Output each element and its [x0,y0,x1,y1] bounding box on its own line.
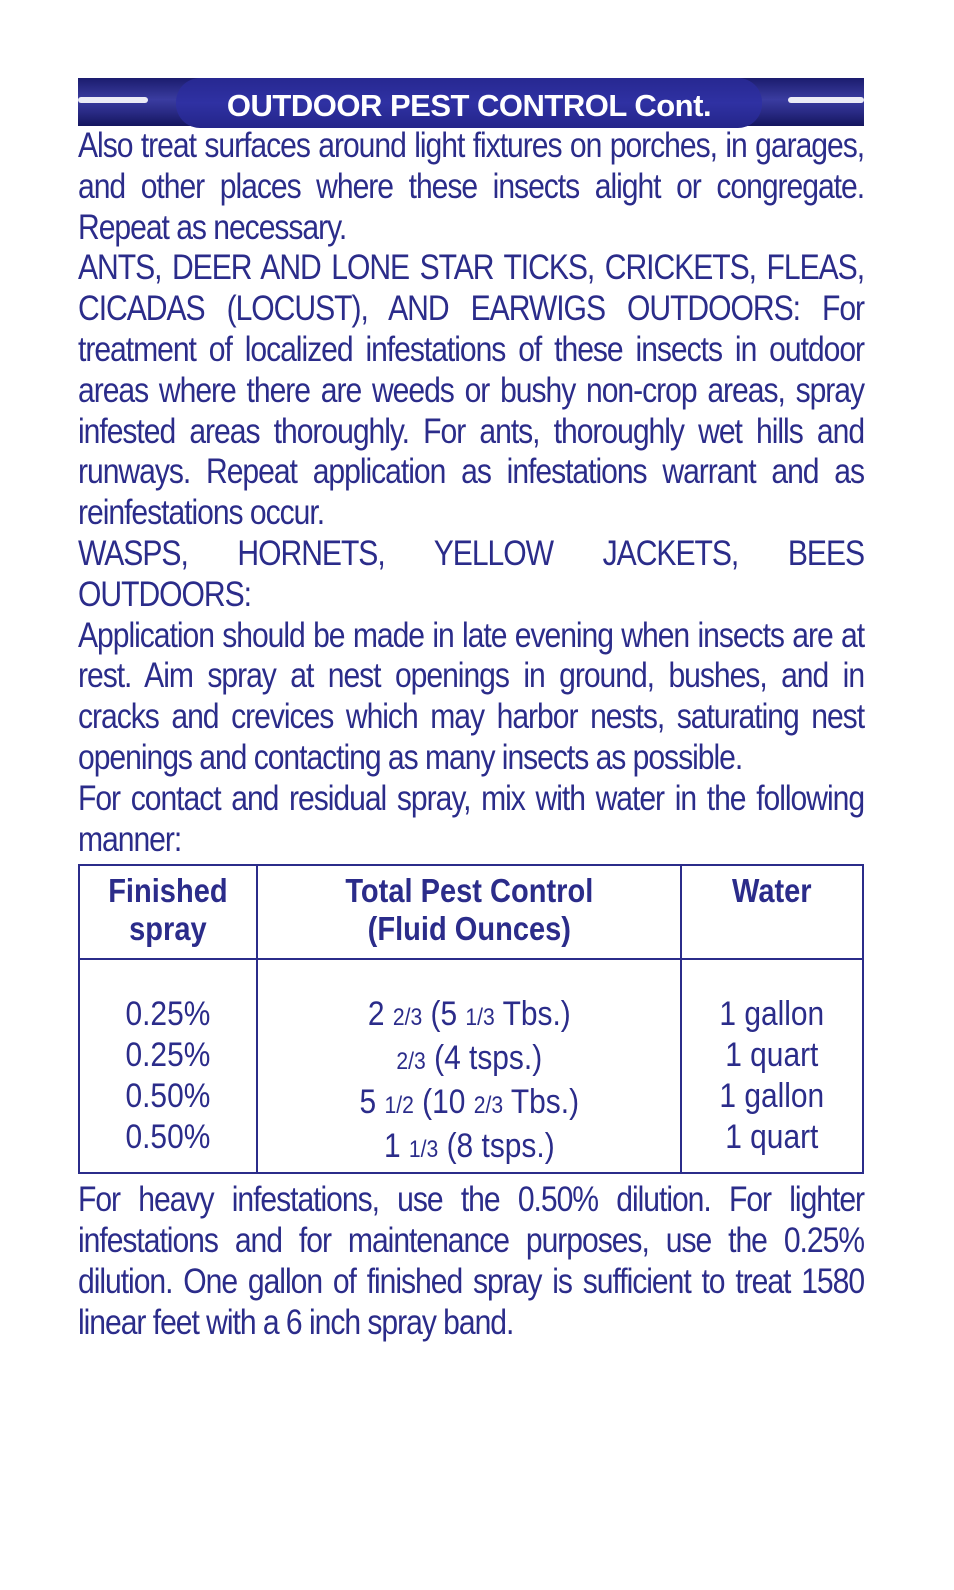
instructions-text [78,126,864,860]
header-finished-spray: Finished spray [79,865,257,959]
section-title: OUTDOOR PEST CONTROL Cont. [226,88,712,123]
paragraph-dilution-guidance: For heavy infestations, use the 0.50% dilution. For lighter infestations and for maintenance purposes, use the 0.25% dilution. One gallon of finished spray is sufficient to treat 1580 linear feet with a 6 inch spray band. [78,1180,865,1342]
banner-shine-left [78,97,148,103]
header-water: Water [681,865,863,959]
section-banner [78,78,864,126]
cell-finished-spray: 0.25% 0.25% 0.50% 0.50% [79,959,257,1173]
paragraph-application: Application should be made in late evening when insects are at rest. Aim spray at nest openings in ground, bushes, and in cracks and crevices which may harbor nests, saturating nest openings and contacting as many insects as possible. [78,615,865,777]
closing-text [78,1180,864,1343]
paragraph-ants-ticks: ANTS, DEER AND LONE STAR TICKS, CRICKETS, FLEAS, CICADAS (LOCUST), AND EARWIGS OUTDOORS: For treatment of localized infestations of these insects in outdoor areas where there are weeds or bushy non-crop areas, spray infested areas thoroughly. For ants, thoroughly wet hills and runways. Repeat application as infestations warrant and as reinfestations occur. [78,248,865,533]
header-total-pest-control: Total Pest Control (Fluid Ounces) [257,865,682,959]
banner-shine-right [788,97,864,103]
paragraph-mix-intro: For contact and residual spray, mix with water in the following manner: [78,778,865,859]
mixing-table [78,864,864,1174]
cell-water: 1 gallon 1 quart 1 gallon 1 quart [681,959,863,1173]
paragraph-wasps-heading: WASPS, HORNETS, YELLOW JACKETS, BEES OUTDOORS: [78,533,865,614]
label-page [78,78,864,1344]
table-row [79,959,863,1173]
cell-fluid-ounces: 2 2/3 (5 1/3 Tbs.) 2/3 (4 tsps.) 5 1/2 (10 2/3 Tbs.) 1 1/3 (8 tsps.) [257,959,682,1173]
banner-pill [176,78,762,128]
table-header-row [79,865,863,959]
paragraph-light-fixtures: Also treat surfaces around light fixtures on porches, in garages, and other places where these insects alight or congregate. Repeat as necessary. [78,126,865,247]
